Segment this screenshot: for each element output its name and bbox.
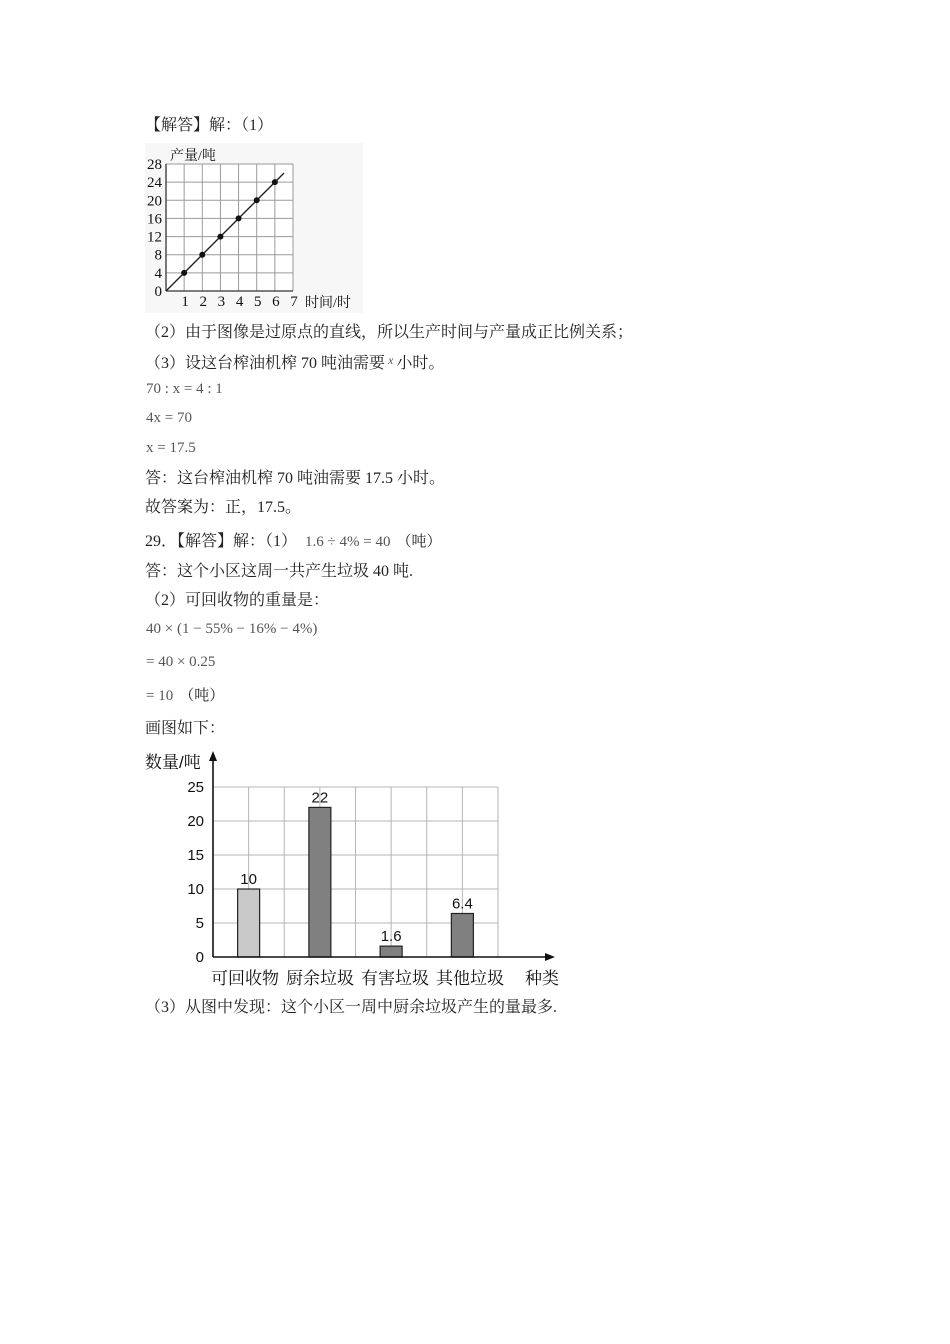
production-line-chart: [145, 143, 363, 313]
q28-answer-text: 答：这台榨油机榨 70 吨油需要 17.5 小时。: [145, 470, 446, 487]
bar-value-label: 22: [311, 789, 329, 807]
y-tick-label: 4: [154, 265, 162, 282]
q28-part3-prefix: （3）设这台榨油机榨 70 吨油需要: [145, 355, 386, 372]
q28-equation-2: 4x = 70: [146, 410, 192, 426]
y-tick-label: 5: [195, 915, 204, 932]
q29-equation-2: = 40 × 0.25: [146, 654, 216, 670]
x-tick-label: 7: [290, 294, 298, 310]
q28-equation-1: 70 : x = 4 : 1: [146, 381, 223, 397]
y-tick-label: 25: [187, 779, 204, 796]
bar: [238, 889, 260, 957]
q28-part3-suffix: 小时。: [396, 355, 445, 372]
q28-answer-heading: 【解答】解：（1）: [145, 117, 274, 134]
y-tick-label: 0: [154, 284, 162, 300]
data-point: [272, 179, 278, 185]
q29-unit-1: （吨）: [396, 534, 442, 550]
q29-part2-text: （2）可回收物的重量是：: [145, 592, 330, 609]
x-tick-label: 4: [235, 294, 244, 310]
q29-part3-text: （3）从图中发现：这个小区一周中厨余垃圾产生的量最多.: [145, 999, 558, 1016]
data-point: [254, 197, 260, 203]
data-point: [236, 215, 242, 221]
y-axis-arrow: [209, 751, 217, 761]
q29-equation-1: 40 × (1 − 55% − 16% − 4%): [146, 621, 318, 637]
q28-equation-3: x = 17.5: [146, 440, 196, 456]
category-label: 可回收物: [211, 969, 279, 988]
q29-calc-1: 1.6 ÷ 4% = 40: [305, 534, 391, 550]
y-tick-label: 10: [187, 881, 204, 898]
x-tick-label: 3: [217, 294, 226, 310]
q28-part2-text: （2）由于图像是过原点的直线，所以生产时间与产量成正比例关系；: [145, 324, 634, 341]
y-tick-label: 24: [147, 175, 162, 192]
x-tick-label: 1: [181, 294, 189, 310]
x-tick-label: 5: [253, 294, 262, 310]
x-axis-label: 种类: [525, 969, 559, 988]
y-tick-label: 8: [154, 247, 162, 264]
data-point: [217, 234, 223, 240]
garbage-bar-chart: [140, 748, 565, 993]
q29-draw-intro: 画图如下：: [145, 720, 226, 737]
q29-equation-3-line: [146, 686, 224, 706]
category-label: 其他垃圾: [436, 969, 504, 988]
x-tick-label: 6: [272, 294, 280, 310]
x-axis-arrow: [545, 953, 555, 961]
y-tick-label: 16: [147, 211, 162, 228]
bar-value-label: 1.6: [380, 928, 402, 946]
q29-equation-3: = 10: [146, 688, 174, 704]
data-point: [199, 252, 205, 258]
bar: [451, 913, 473, 957]
q28-part3-text: [145, 350, 444, 370]
y-tick-label: 12: [147, 229, 162, 246]
bar: [309, 807, 331, 957]
category-label: 厨余垃圾: [286, 969, 354, 988]
y-tick-label: 20: [187, 813, 204, 830]
x-axis-label: 时间/时: [305, 296, 351, 311]
q29-unit-3: （吨）: [179, 688, 225, 704]
variable-x: x: [388, 353, 394, 367]
bar-value-label: 10: [240, 871, 257, 888]
q28-final-answer: 故答案为：正，17.5。: [145, 499, 302, 516]
category-label: 有害垃圾: [361, 969, 429, 988]
bar: [380, 946, 402, 957]
bar-value-label: 6.4: [451, 895, 473, 913]
y-tick-label: 20: [147, 193, 162, 210]
data-point: [181, 270, 187, 276]
y-tick-label: 0: [195, 949, 204, 966]
q29-heading: 29．【解答】解：（1）: [145, 533, 298, 550]
y-axis-label: 产量/吨: [170, 149, 216, 164]
y-axis-label: 数量/吨: [145, 753, 201, 772]
y-tick-label: 28: [147, 157, 162, 173]
q29-answer-1: 答：这个小区这周一共产生垃圾 40 吨.: [145, 563, 414, 580]
q29-heading-line: [145, 532, 441, 552]
x-tick-label: 2: [199, 294, 208, 310]
y-tick-label: 15: [187, 847, 204, 864]
